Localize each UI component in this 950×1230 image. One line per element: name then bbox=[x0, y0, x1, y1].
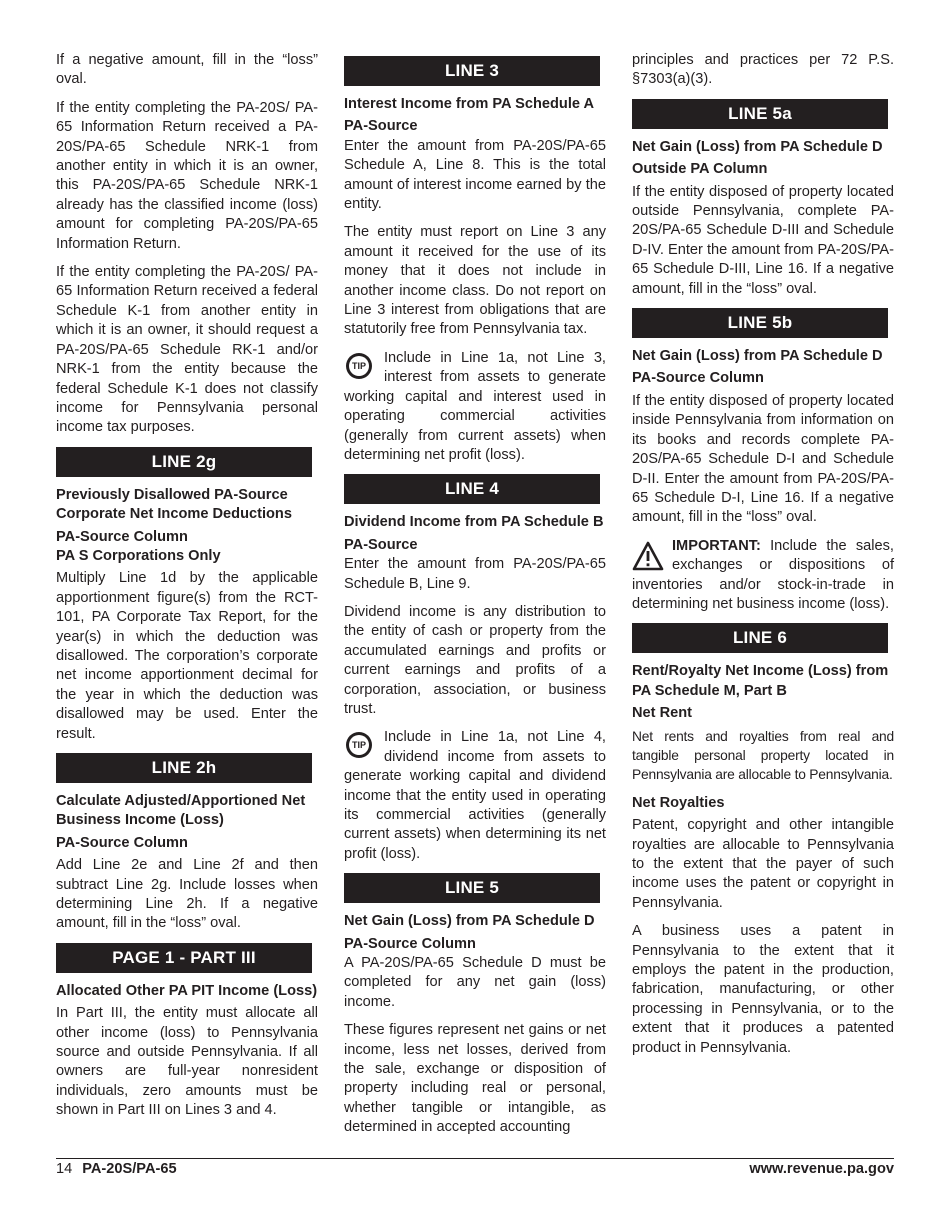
column-2 bbox=[344, 51, 606, 1147]
section-title: Net Gain (Loss) from PA Schedule D bbox=[344, 913, 595, 930]
section-header-line-4: LINE 4 bbox=[344, 474, 600, 504]
section-title: Net Gain (Loss) from PA Schedule D bbox=[632, 138, 883, 155]
section-subtitle: PA-Source Column bbox=[632, 370, 764, 387]
paragraph: If the entity disposed of property located outside Pennsylvania, complete PA-20S/PA-65 Schedule D-III and Schedule D-IV. Enter the amount from PA-20S/PA-65 Schedule D-III, Line 16. If a negative amount, fill in the “loss” oval. bbox=[632, 183, 894, 297]
section-subtitle: PA S Corporations Only bbox=[56, 547, 221, 564]
paragraph: Add Line 2e and Line 2f and then subtract Line 2g. Include losses when determining Line 2h. If a negative amount, fill in the “loss” oval. bbox=[56, 857, 318, 932]
tip-note bbox=[344, 728, 606, 864]
tip-text: Include in Line 1a, not Line 4, dividend income from assets to generate working capital and dividend income that the entity used in operating its commercial activities (generally current assets) when determining its net profit (loss). bbox=[344, 729, 606, 862]
paragraph: If a negative amount, fill in the “loss” oval. bbox=[56, 52, 318, 88]
section-header-line-5a: LINE 5a bbox=[632, 99, 888, 129]
column-3 bbox=[632, 51, 894, 1067]
paragraph: If the entity completing the PA-20S/ PA-65 Information Return received a PA-20S/PA-65 Schedule NRK-1 from another entity in which it is an owner, this PA-20S/PA-65 Schedule NRK-1 already has the classified income (loss) amount for completing PA-20S/PA-65 Information Return. bbox=[56, 99, 318, 252]
section-title: Calculate Adjusted/Apportioned Net Business Income (Loss) bbox=[56, 793, 306, 829]
section-subtitle: PA-Source Column bbox=[344, 935, 476, 952]
footer-page-info bbox=[56, 1161, 177, 1177]
paragraph: principles and practices per 72 P.S. §7303(a)(3). bbox=[632, 52, 894, 88]
paragraph: A PA-20S/PA-65 Schedule D must be completed for any net gain (loss) income. bbox=[344, 955, 606, 1010]
tip-icon: TIP bbox=[344, 351, 378, 385]
page-number: 14 bbox=[56, 1161, 73, 1177]
paragraph: If the entity disposed of property located inside Pennsylvania from information on its books and records complete PA-20S/PA-65 Schedule D-I and Schedule D-II. Enter the amount from PA-20S/PA-65 Schedule D-I, Line 16. If a negative amount, fill in the “loss” oval. bbox=[632, 392, 894, 526]
paragraph: In Part III, the entity must allocate all other income (loss) to Pennsylvania source and outside Pennsylvania. If all owners are full-year nonresident individuals, zero amounts must be shown in Part III on Lines 3 and 4. bbox=[56, 1005, 318, 1119]
section-header-line-3: LINE 3 bbox=[344, 56, 600, 86]
section-header-part-3: PAGE 1 - PART III bbox=[56, 943, 312, 973]
paragraph: Patent, copyright and other intangible royalties are allocable to Pennsylvania to the extent that the payer of such income uses the patent or copyright in Pennsylvania. bbox=[632, 817, 894, 911]
important-note bbox=[632, 537, 894, 615]
section-subtitle: PA-Source Column bbox=[56, 528, 188, 545]
footer-rule bbox=[56, 1158, 894, 1159]
section-header-line-5: LINE 5 bbox=[344, 873, 600, 903]
paragraph: The entity must report on Line 3 any amount it received for the use of its money that it does not include in another income class. Do not report on Line 3 interest from obligations that are statutorily free from Pennsylvania tax. bbox=[344, 224, 606, 338]
paragraph: Net rents and royalties from real and tangible personal property located in Pennsylvania are allocable to Pennsylvania. bbox=[632, 728, 894, 783]
section-title: Rent/Royalty Net Income (Loss) from PA Schedule M, Part B bbox=[632, 663, 889, 699]
paragraph: Enter the amount from PA-20S/PA-65 Schedule B, Line 9. bbox=[344, 556, 606, 592]
section-title: Previously Disallowed PA-Source Corporate Net Income Deductions bbox=[56, 486, 292, 523]
tip-text: Include in Line 1a, not Line 3, interest from assets to generate working capital and interest used in operating commercial activities (generally from current assets) when determining net profit (loss). bbox=[344, 349, 606, 463]
section-header-line-6: LINE 6 bbox=[632, 623, 888, 653]
section-title: Dividend Income from PA Schedule B bbox=[344, 514, 604, 531]
section-header-line-2g: LINE 2g bbox=[56, 447, 312, 477]
important-label: IMPORTANT: bbox=[672, 537, 761, 554]
paragraph: Multiply Line 1d by the applicable apportionment figure(s) from the RCT-101, PA Corporate Tax Report, for the year(s) in which the deduction was disallowed. The corporation’s corporate net income apportionment decimal for the year in which the deduction was disallowed may be used. Enter the result. bbox=[56, 570, 318, 742]
section-title: Net Gain (Loss) from PA Schedule D bbox=[632, 348, 883, 365]
paragraph: Enter the amount from PA-20S/PA-65 Schedule A, Line 8. This is the total amount of interest income earned by the entity. bbox=[344, 137, 606, 213]
paragraph: Dividend income is any distribution to the entity of cash or property from the accumulated earnings and profits or current earnings and profits of a corporation, association, or business trust. bbox=[344, 603, 606, 717]
tip-note bbox=[344, 349, 606, 465]
section-title: Interest Income from PA Schedule A bbox=[344, 96, 595, 112]
form-name: PA-20S/PA-65 bbox=[82, 1161, 177, 1177]
section-header-line-5b: LINE 5b bbox=[632, 308, 888, 338]
footer-website-link[interactable]: www.revenue.pa.gov bbox=[749, 1161, 894, 1177]
section-header-line-2h: LINE 2h bbox=[56, 753, 312, 783]
section-subtitle: PA-Source bbox=[344, 118, 418, 135]
section-subtitle: Outside PA Column bbox=[632, 161, 768, 178]
column-1 bbox=[56, 51, 318, 1130]
paragraph: These figures represent net gains or net income, less net losses, derived from the sale, exchange or disposition of property including real or personal, whether tangible or intangible, as determined in accepted accounting bbox=[344, 1022, 606, 1136]
paragraph: A business uses a patent in Pennsylvania to the extent that it employs the patent in the production, fabrication, manufacturing, or other processing in Pennsylvania, or to the extent that it produces a patented product in Pennsylvania. bbox=[632, 923, 894, 1056]
warning-icon bbox=[632, 539, 666, 573]
section-subtitle: Net Rent bbox=[632, 705, 692, 722]
section-title: Allocated Other PA PIT Income (Loss) bbox=[56, 982, 318, 999]
section-subtitle: PA-Source Column bbox=[56, 834, 188, 851]
tip-icon: TIP bbox=[344, 730, 378, 764]
section-subtitle: PA-Source bbox=[344, 536, 418, 553]
paragraph: If the entity completing the PA-20S/ PA-65 Information Return received a federal Schedule K-1 from another entity in which it is an owner, it should request a PA-20S/PA-65 Schedule RK-1 and/or NRK-1 from the entity because the federal Schedule K-1 does not classify income for Pennsylvania personal income tax purposes. bbox=[56, 264, 318, 436]
important-text: Include the sales, exchanges or dispositions of inventories and/or stock-in-trade in determining net business income (loss). bbox=[632, 537, 894, 612]
section-subtitle: Net Royalties bbox=[632, 794, 725, 811]
